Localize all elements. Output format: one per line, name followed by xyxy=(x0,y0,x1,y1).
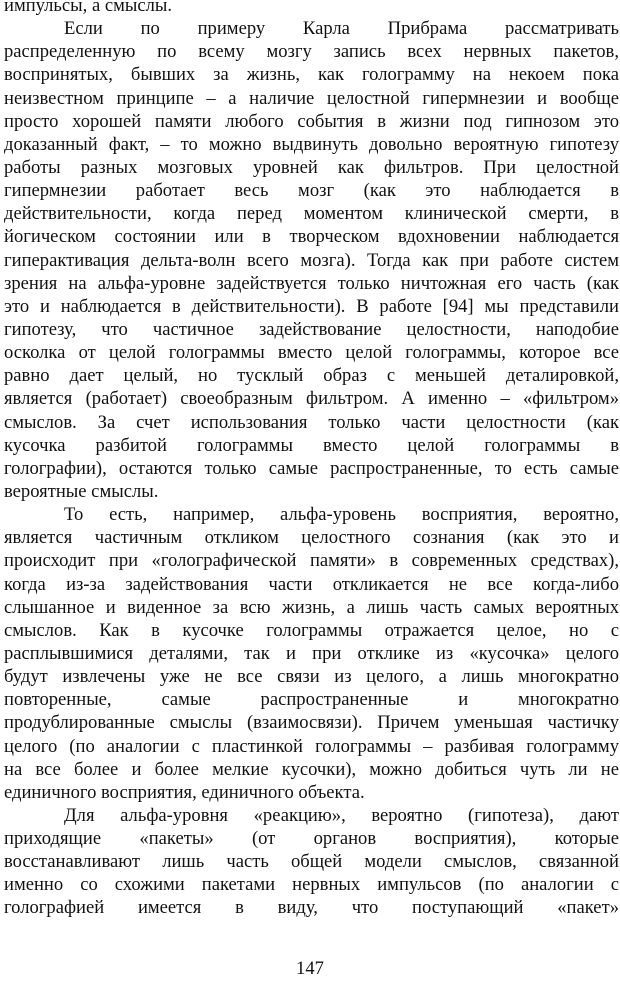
text-line: Если по примеру Карла Прибрама рассматривать xyxy=(64,18,619,40)
text-line: расплывшимися деталями, так и при отклике из «кусочка» целого xyxy=(4,642,619,664)
text-line: голографии), остаются только самые распространенные, то есть самые xyxy=(4,457,619,479)
text-line: на все более и более мелкие кусочки), можно добиться чуть ли не xyxy=(4,758,619,780)
text-line: голографией имеется в виду, что поступающий «пакет» xyxy=(4,897,619,919)
text-line: продублированные смыслы (взаимосвязи). Причем уменьшая частичку xyxy=(4,712,619,734)
text-line: будут извлечены уже не все связи из целого, а лишь многократно xyxy=(4,666,619,688)
text-line: зрения на альфа-уровне задействуется только ничтожная его часть (как xyxy=(4,272,619,294)
text-line: целого (по аналогии с пластинкой голограммы – разбивая голограмму xyxy=(4,735,619,757)
text-line: доказанный факт, – то можно выдвинуть довольно вероятную гипотезу xyxy=(4,133,619,155)
paragraph xyxy=(4,503,619,804)
text-line: восстанавливают лишь часть общей модели смыслов, связанной xyxy=(4,851,619,873)
text-line: гипотезу, что частичное задействование целостности, наподобие xyxy=(4,318,619,340)
text-line: воспринятых, бывших за жизнь, как голограмму на некоем пока xyxy=(4,64,619,86)
text-line: осколка от целой голограммы вместо целой голограммы, которое все xyxy=(4,342,619,364)
text-line: происходит при «голографической памяти» в современных средствах), xyxy=(4,550,619,572)
text-line: работы разных мозговых уровней как фильтров. При целостной xyxy=(4,156,619,178)
text-line: когда из-за задействования части откликается не все когда-либо xyxy=(4,573,619,595)
text-line: кусочка разбитой голограммы вместо целой голограммы в xyxy=(4,434,619,456)
text-line: смыслов. За счет использования только части целостности (как xyxy=(4,411,619,433)
text-line: гипермнезии работает весь мозг (как это наблюдается в xyxy=(4,180,619,202)
paragraph xyxy=(4,17,619,503)
text-line: неизвестном принципе – а наличие целостной гипермнезии и вообще xyxy=(4,87,619,109)
text-line: это и наблюдается в действительности). В работе [94] мы представили xyxy=(4,295,619,317)
text-line: импульсы, а смыслы. xyxy=(4,0,173,16)
text-line: повторенные, самые распространенные и многократно xyxy=(4,689,619,711)
text-line: То есть, например, альфа-уровень восприятия, вероятно, xyxy=(64,504,619,526)
text-line: просто хорошей памяти любого события в жизни под гипнозом это xyxy=(4,110,619,132)
page-number: 147 xyxy=(296,958,324,979)
text-line: Для альфа-уровня «реакцию», вероятно (гипотеза), дают xyxy=(64,804,619,826)
text-line: именно со схожими пакетами нервных импульсов (по аналогии с xyxy=(4,874,619,896)
body-text xyxy=(4,0,619,920)
text-line: действительности, когда перед моментом клинической смерти, в xyxy=(4,203,619,225)
paragraph xyxy=(4,0,619,17)
text-line: смыслов. Как в кусочке голограммы отражается целое, но с xyxy=(4,619,619,641)
text-line: единичного восприятия, единичного объекта. xyxy=(4,781,365,803)
text-line: является (работает) своеобразным фильтром. А именно – «фильтром» xyxy=(4,388,619,410)
text-line: йогическом состоянии или в творческом вдохновении наблюдается xyxy=(4,226,619,248)
text-line: равно дает целый, но тусклый образ с меньшей деталировкой, xyxy=(4,365,619,387)
text-line: вероятные смыслы. xyxy=(4,480,159,502)
text-line: слышанное и виденное за всю жизнь, а лишь часть самых вероятных xyxy=(4,596,619,618)
text-line: приходящие «пакеты» (от органов восприятия), которые xyxy=(4,828,619,850)
text-line: распределенную по всему мозгу запись всех нервных пакетов, xyxy=(4,41,619,63)
text-line: является частичным откликом целостного сознания (как это и xyxy=(4,527,619,549)
paragraph xyxy=(4,804,619,920)
text-line: гиперактивация дельта-волн всего мозга). Тогда как при работе систем xyxy=(4,249,619,271)
